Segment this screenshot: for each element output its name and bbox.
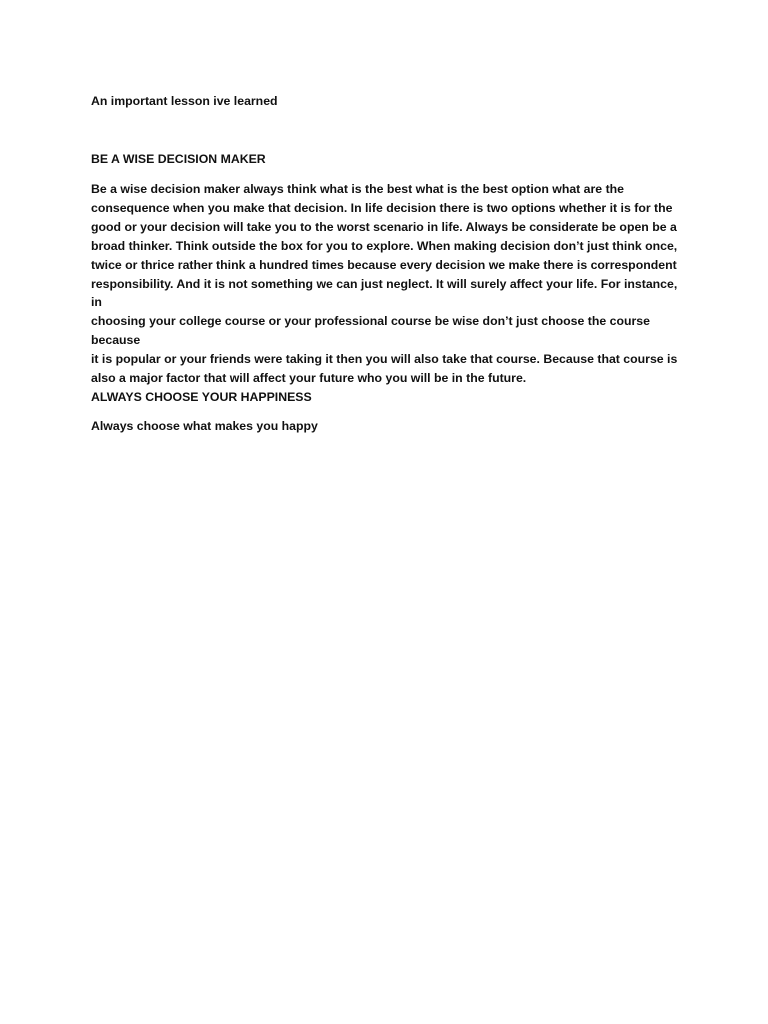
paragraph-line: also a major factor that will affect your future who you will be in the future. (91, 371, 527, 386)
paragraph-line: it is popular or your friends were taking it then you will also take that course. Because that course is (91, 352, 678, 367)
section-paragraph-happiness: Always choose what makes you happy (91, 419, 318, 433)
paragraph-line: consequence when you make that decision. In life decision there is two options whether it is for the (91, 200, 673, 215)
paragraph-line: broad thinker. Think outside the box for you to explore. When making decision don’t just think once, (91, 238, 678, 253)
section-heading-wise-decision: BE A WISE DECISION MAKER (91, 152, 266, 166)
paragraph-line: Be a wise decision maker always think what is the best what is the best option what are the (91, 182, 625, 196)
section-heading-happiness: ALWAYS CHOOSE YOUR HAPPINESS (91, 390, 312, 404)
paragraph-line: good or your decision will take you to the worst scenario in life. Always be considerate be open be a (91, 219, 677, 234)
paragraph-line: choosing your college course or your professional course be wise don’t just choose the course because (91, 314, 650, 348)
document-title: An important lesson ive learned (91, 94, 278, 108)
paragraph-line: responsibility. And it is not something we can just neglect. It will surely affect your life. For instance, in (91, 276, 678, 310)
section-paragraph-wise-decision (91, 180, 691, 388)
paragraph-line: twice or thrice rather think a hundred times because every decision we make there is correspondent (91, 257, 677, 272)
